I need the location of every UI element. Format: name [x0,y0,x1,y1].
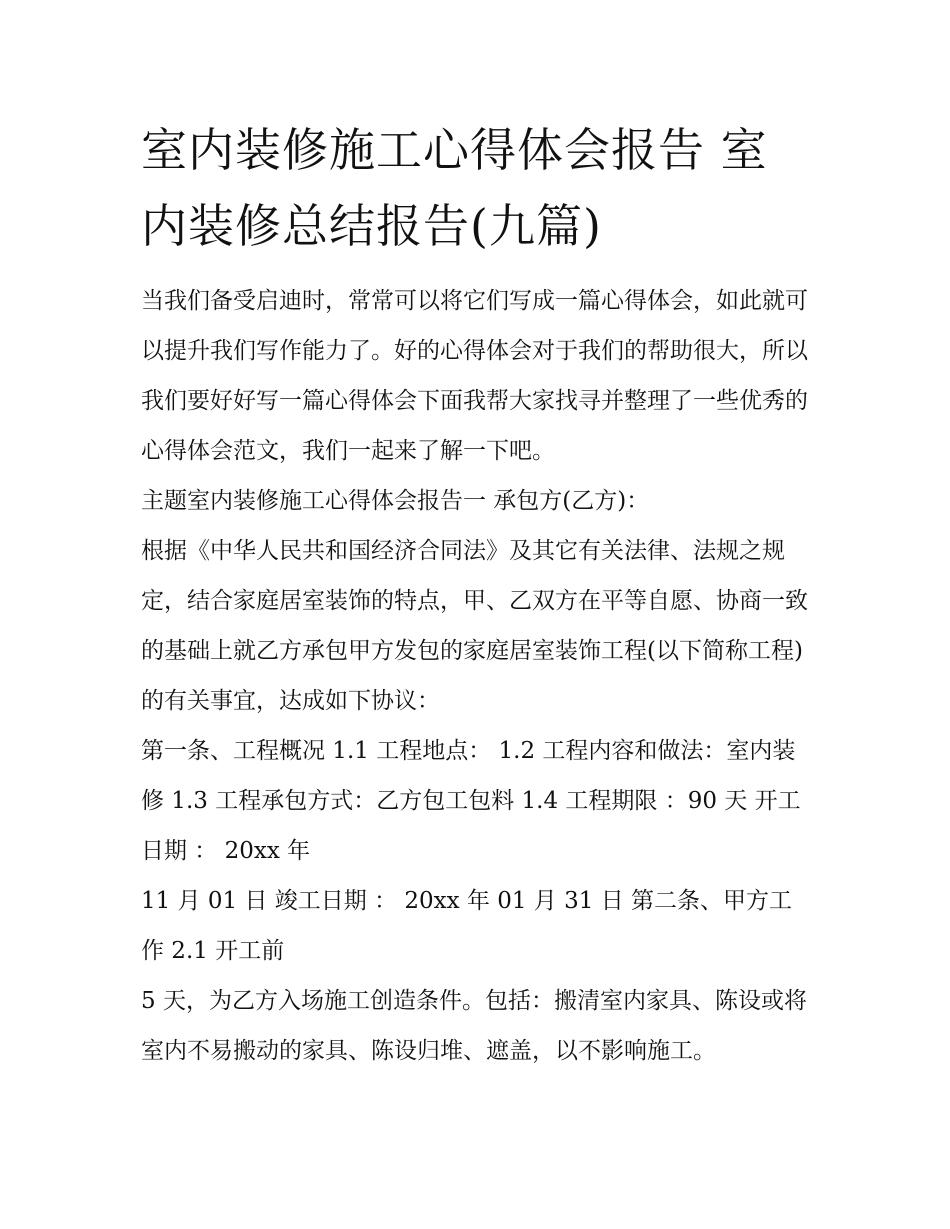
topic-heading-paragraph: 主题室内装修施工心得体会报告一 承包方(乙方)： [141,488,650,514]
legal-basis-paragraph: 根据《中华人民共和国经济合同法》及其它有关法律、法规之规定，结合家庭居室装饰的特点，甲、乙双方在平等自愿、协商一致的基础上就乙方承包甲方发包的家庭居室装饰工程(以下简称工程)的有关事宜，达成如下协议： [141,538,808,714]
completion-date-paragraph: 11 月 01 日 竣工日期 ： 20xx 年 01 月 31 日 第二条、甲方工作 2.1 开工前 [141,888,793,964]
project-overview-paragraph: 第一条、工程概况 1.1 工程地点： 1.2 工程内容和做法：室内装修 1.3 工程承包方式：乙方包工包料 1.4 工程期限 ：90 天 开工日期 ： 20xx 年 [141,738,801,864]
document-title: 室内装修施工心得体会报告 室内装修总结报告(九篇) [141,123,768,253]
document-body [141,112,813,1076]
preparation-paragraph: 5 天，为乙方入场施工创造条件。包括：搬清室内家具、陈设或将室内不易搬动的家具、陈设归堆、遮盖，以不影响施工。 [141,988,807,1064]
intro-paragraph: 当我们备受启迪时，常常可以将它们写成一篇心得体会，如此就可以提升我们写作能力了。好的心得体会对于我们的帮助很大，所以我们要好好写一篇心得体会下面我帮大家找寻并整理了一些优秀的心得体会范文，我们一起来了解一下吧。 [141,288,808,464]
